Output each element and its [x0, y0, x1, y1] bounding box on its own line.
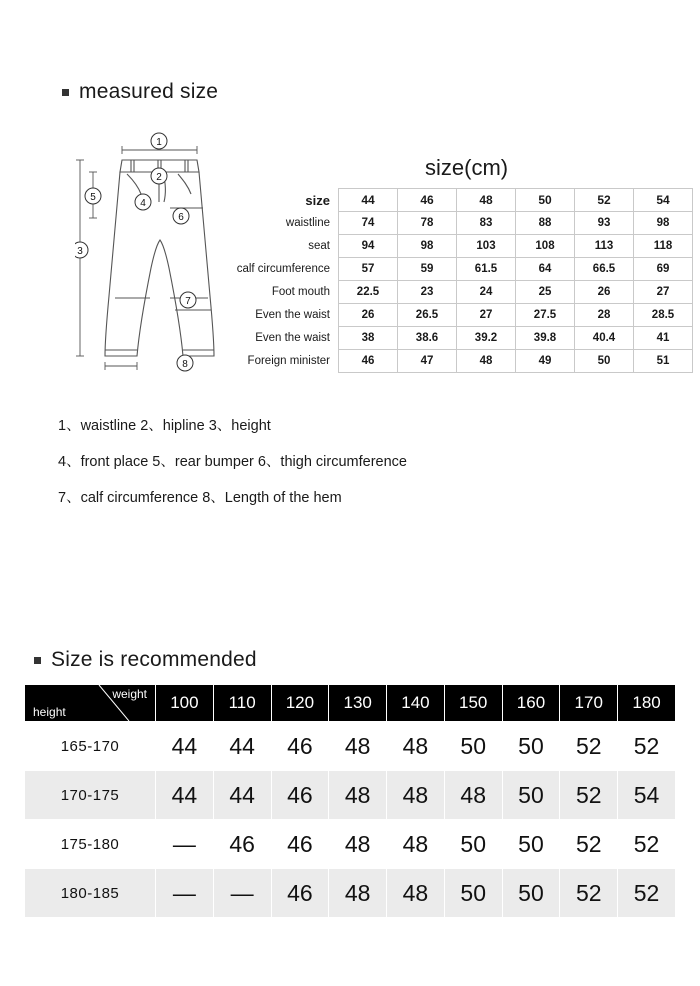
rec-size-cell: 48 [329, 722, 387, 771]
spec-cell: 46 [339, 350, 398, 373]
rec-weight-header: 170 [560, 685, 618, 722]
table-row [215, 189, 693, 212]
rec-size-cell: 46 [213, 820, 271, 869]
bullet-icon [62, 89, 69, 96]
spec-row-label: calf circumference [215, 258, 339, 281]
rec-weight-header: 130 [329, 685, 387, 722]
svg-text:6: 6 [178, 212, 184, 223]
legend-line-1: 1、waistline 2、hipline 3、height [58, 418, 271, 434]
spec-cell: 98 [634, 212, 693, 235]
rec-height-label: 165-170 [25, 722, 156, 771]
rec-weight-header: 100 [156, 685, 214, 722]
spec-cell: 59 [398, 258, 457, 281]
size-recommendation-table [24, 684, 676, 918]
rec-size-cell: 50 [502, 820, 560, 869]
spec-cell: 94 [339, 235, 398, 258]
spec-cell: 103 [457, 235, 516, 258]
rec-size-cell: 48 [387, 820, 445, 869]
spec-cell: 98 [398, 235, 457, 258]
spec-cell: 48 [457, 350, 516, 373]
measured-size-title: measured size [79, 80, 219, 103]
rec-size-cell: 52 [560, 722, 618, 771]
spec-cell: 49 [516, 350, 575, 373]
rec-size-cell: 52 [618, 820, 676, 869]
spec-cell: 41 [634, 327, 693, 350]
svg-text:7: 7 [185, 296, 191, 307]
spec-cell: 57 [339, 258, 398, 281]
spec-cell: 24 [457, 281, 516, 304]
spec-row-label: seat [215, 235, 339, 258]
spec-cell: 113 [575, 235, 634, 258]
rec-size-cell: 52 [560, 869, 618, 918]
rec-size-cell: 50 [444, 722, 502, 771]
table-row [215, 212, 693, 235]
table-row [215, 258, 693, 281]
measurement-table [215, 188, 693, 373]
spec-row-label: Even the waist [215, 327, 339, 350]
spec-cell: 25 [516, 281, 575, 304]
spec-cell: 69 [634, 258, 693, 281]
rec-size-cell: 44 [213, 722, 271, 771]
rec-size-cell: 48 [329, 771, 387, 820]
svg-text:3: 3 [77, 246, 83, 257]
rec-size-cell: 50 [502, 722, 560, 771]
rec-size-cell: 52 [618, 869, 676, 918]
size-unit-label: size(cm) [425, 155, 509, 180]
spec-cell: 38 [339, 327, 398, 350]
rec-size-cell: 50 [444, 820, 502, 869]
rec-size-cell: 50 [502, 771, 560, 820]
rec-height-label: 170-175 [25, 771, 156, 820]
spec-cell: 26.5 [398, 304, 457, 327]
rec-size-cell: 44 [213, 771, 271, 820]
spec-column-header: 52 [575, 189, 634, 212]
table-row [215, 327, 693, 350]
rec-size-cell: 44 [156, 722, 214, 771]
rec-size-cell: 44 [156, 771, 214, 820]
table-row [215, 281, 693, 304]
spec-cell: 26 [339, 304, 398, 327]
spec-row-label: Foreign minister [215, 350, 339, 373]
spec-cell: 74 [339, 212, 398, 235]
rec-weight-header: 110 [213, 685, 271, 722]
spec-cell: 50 [575, 350, 634, 373]
rec-size-cell: 48 [387, 722, 445, 771]
spec-cell: 23 [398, 281, 457, 304]
spec-cell: 22.5 [339, 281, 398, 304]
size-recommended-heading [34, 648, 257, 672]
spec-column-header: 46 [398, 189, 457, 212]
rec-size-cell: 52 [560, 820, 618, 869]
rec-size-cell: 46 [271, 869, 329, 918]
table-row [25, 820, 676, 869]
spec-column-header: 54 [634, 189, 693, 212]
spec-cell: 64 [516, 258, 575, 281]
rec-size-cell: 46 [271, 820, 329, 869]
rec-weight-header: 140 [387, 685, 445, 722]
spec-cell: 38.6 [398, 327, 457, 350]
table-row [215, 304, 693, 327]
spec-column-header: 50 [516, 189, 575, 212]
spec-cell: 27.5 [516, 304, 575, 327]
svg-text:2: 2 [156, 172, 162, 183]
rec-height-label: 180-185 [25, 869, 156, 918]
spec-cell: 40.4 [575, 327, 634, 350]
rec-size-cell: — [156, 869, 214, 918]
legend-line-2: 4、front place 5、rear bumper 6、thigh circumference [58, 454, 407, 470]
rec-size-cell: 48 [387, 869, 445, 918]
rec-size-cell: 52 [618, 722, 676, 771]
table-row [215, 235, 693, 258]
rec-size-cell: 48 [329, 869, 387, 918]
spec-cell: 83 [457, 212, 516, 235]
table-row [215, 350, 693, 373]
size-recommended-title: Size is recommended [51, 648, 257, 671]
rec-weight-header: 150 [444, 685, 502, 722]
rec-size-cell: 46 [271, 771, 329, 820]
rec-corner-cell: height weight [25, 685, 156, 722]
table-row [25, 771, 676, 820]
spec-row-label: Foot mouth [215, 281, 339, 304]
spec-cell: 66.5 [575, 258, 634, 281]
spec-column-header: 48 [457, 189, 516, 212]
spec-cell: 28.5 [634, 304, 693, 327]
spec-cell: 47 [398, 350, 457, 373]
spec-cell: 27 [457, 304, 516, 327]
legend-line-3: 7、calf circumference 8、Length of the hem [58, 490, 342, 506]
rec-weight-header: 160 [502, 685, 560, 722]
spec-cell: 118 [634, 235, 693, 258]
rec-size-cell: — [213, 869, 271, 918]
rec-height-label: 175-180 [25, 820, 156, 869]
svg-text:1: 1 [156, 137, 162, 148]
rec-size-cell: 48 [329, 820, 387, 869]
bullet-icon [34, 657, 41, 664]
svg-text:5: 5 [90, 192, 96, 203]
measured-size-heading [62, 80, 218, 104]
rec-size-cell: 50 [444, 869, 502, 918]
rec-size-cell: — [156, 820, 214, 869]
spec-column-header: 44 [339, 189, 398, 212]
rec-weight-header: 120 [271, 685, 329, 722]
rec-size-cell: 52 [560, 771, 618, 820]
spec-cell: 28 [575, 304, 634, 327]
rec-size-cell: 48 [387, 771, 445, 820]
spec-cell: 61.5 [457, 258, 516, 281]
table-row [25, 722, 676, 771]
table-row [25, 869, 676, 918]
spec-row-label: waistline [215, 212, 339, 235]
rec-weight-header: 180 [618, 685, 676, 722]
spec-cell: 88 [516, 212, 575, 235]
spec-row-header: size [215, 189, 339, 212]
spec-cell: 51 [634, 350, 693, 373]
rec-size-cell: 46 [271, 722, 329, 771]
spec-cell: 27 [634, 281, 693, 304]
spec-cell: 26 [575, 281, 634, 304]
rec-size-cell: 54 [618, 771, 676, 820]
spec-row-label: Even the waist [215, 304, 339, 327]
spec-cell: 39.2 [457, 327, 516, 350]
spec-cell: 39.8 [516, 327, 575, 350]
svg-text:4: 4 [140, 198, 146, 209]
rec-size-cell: 48 [444, 771, 502, 820]
table-row [25, 685, 676, 722]
spec-cell: 78 [398, 212, 457, 235]
spec-cell: 108 [516, 235, 575, 258]
spec-cell: 93 [575, 212, 634, 235]
svg-text:8: 8 [182, 359, 188, 370]
rec-size-cell: 50 [502, 869, 560, 918]
